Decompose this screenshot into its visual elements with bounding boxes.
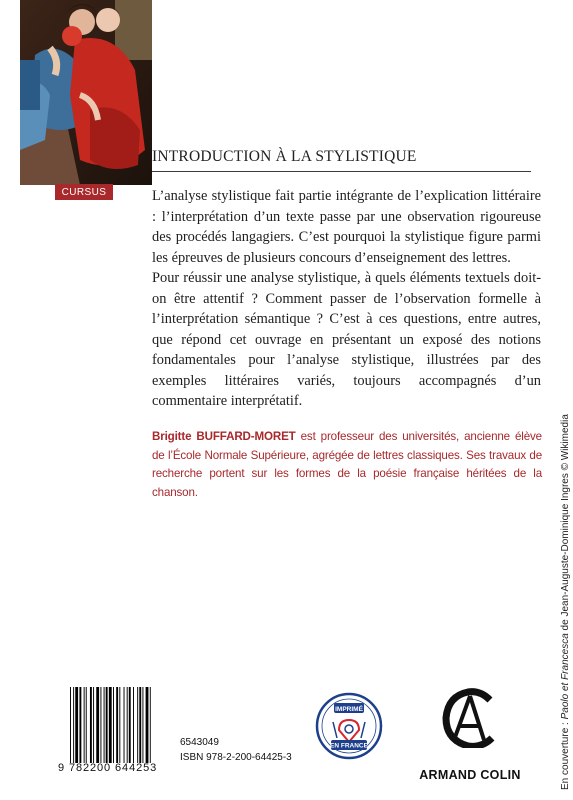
series-label: CURSUS (55, 184, 113, 200)
cover-credit (560, 414, 571, 790)
book-title: INTRODUCTION À LA STYLISTIQUE (152, 148, 417, 165)
badge-line2: EN FRANCE (330, 742, 368, 750)
author-bio (152, 428, 542, 502)
publisher-name: ARMAND COLIN (419, 768, 521, 782)
credit-prefix: En couverture : (560, 719, 571, 790)
barcode-icon (68, 687, 175, 763)
printed-in-france-badge-icon (315, 692, 383, 760)
badge-line1: IMPRIMÉ (335, 706, 363, 713)
author-last-name: BUFFARD-MORET (196, 430, 296, 443)
barcode-digits: 9 782200 644253 (58, 762, 158, 774)
credit-work: Paolo et Francesca (560, 633, 571, 720)
cover-painting (20, 0, 152, 185)
armand-colin-logo-icon (440, 688, 500, 748)
summary-paragraph: L’analyse stylistique fait partie intégrante de l’explication littéraire : l’interprétation d’un texte passe par une observation rigoureuse des procédés langagiers. C’est pourquoi la stylistique figure parmi les épreuves de plusieurs concours d’enseignement des lettres. (152, 188, 541, 266)
author-first-name: Brigitte (152, 430, 192, 443)
summary-paragraph: Pour réussir une analyse stylistique, à quels éléments textuels doit-on être attentif ? Comment passer de l’observation formelle à l’interprétation sémantique ? C’est à ces questions, entre autres, que répond cet ouvrage en présentant un exposé des notions fondamentales pour l’analyse stylistique, illustrées par des exemples littéraires variés, toujours accompagnés d’un commentaire interprétatif. (152, 270, 541, 409)
title-divider (152, 171, 531, 172)
internal-code: 6543049 (180, 737, 219, 748)
credit-suffix: de Jean-Auguste-Dominique Ingres © Wikimedia (560, 414, 571, 634)
isbn: ISBN 978-2-200-64425-3 (180, 752, 292, 763)
back-cover-summary (152, 186, 541, 412)
author-bio-text: est professeur des universités, ancienne élève de l’École Normale Supérieure, agrégée de lettres classiques. Ses travaux de recherche portent sur les formes de la poésie française héritées de la chanson. (152, 430, 542, 499)
